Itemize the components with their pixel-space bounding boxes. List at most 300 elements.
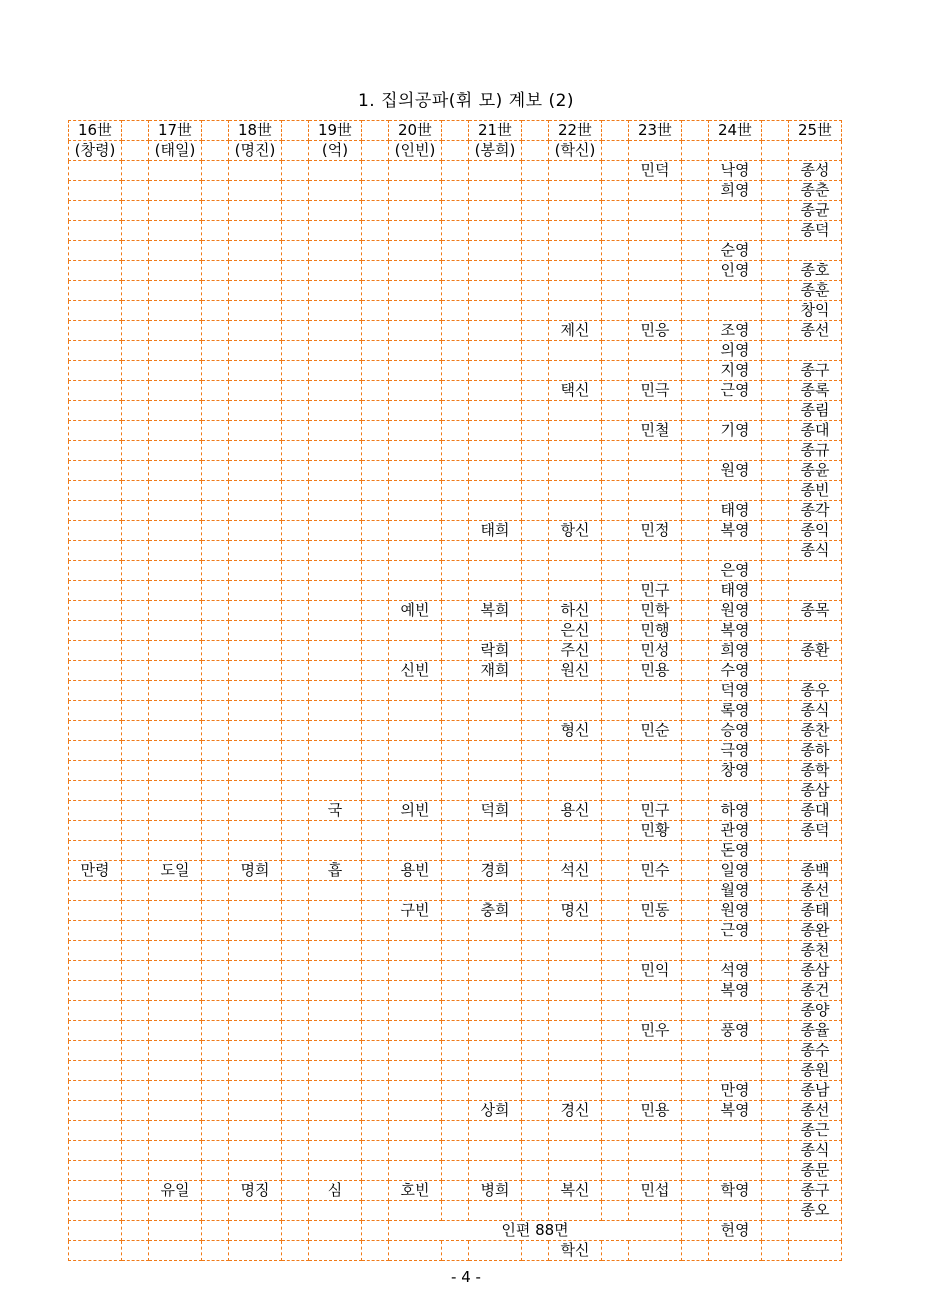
- name-cell: [229, 921, 282, 941]
- gap-cell: [122, 1061, 149, 1081]
- gap-cell: [282, 1081, 309, 1101]
- name-cell: [309, 161, 362, 181]
- name-cell: [309, 641, 362, 661]
- gap-cell: [762, 1041, 789, 1061]
- gap-cell: [122, 1161, 149, 1181]
- gap-cell: [602, 861, 629, 881]
- name-cell: 명신: [549, 901, 602, 921]
- gap-cell: [522, 1201, 549, 1221]
- name-cell: [69, 161, 122, 181]
- gap-cell: [522, 1241, 549, 1261]
- gap-cell: [122, 1101, 149, 1121]
- name-cell: 종각: [789, 501, 842, 521]
- name-cell: 락희: [469, 641, 522, 661]
- name-cell: 종식: [789, 701, 842, 721]
- ancestor-name-label: [709, 141, 762, 161]
- gap-cell: [442, 861, 469, 881]
- name-cell: [149, 461, 202, 481]
- gap-cell: [602, 801, 629, 821]
- gap-cell: [762, 361, 789, 381]
- name-cell: [309, 661, 362, 681]
- gap-cell: [122, 1181, 149, 1201]
- gap-cell: [282, 981, 309, 1001]
- gap-cell: [682, 401, 709, 421]
- gap-cell: [602, 121, 629, 141]
- gap-cell: [362, 701, 389, 721]
- gap-cell: [362, 621, 389, 641]
- gap-cell: [202, 941, 229, 961]
- name-cell: [549, 741, 602, 761]
- gap-cell: [202, 1021, 229, 1041]
- gap-cell: [282, 1181, 309, 1201]
- gap-cell: [202, 841, 229, 861]
- gap-cell: [682, 161, 709, 181]
- name-cell: [149, 781, 202, 801]
- name-cell: [709, 401, 762, 421]
- name-cell: 심: [309, 1181, 362, 1201]
- gap-cell: [602, 421, 629, 441]
- name-cell: [389, 221, 442, 241]
- gap-cell: [522, 641, 549, 661]
- gap-cell: [602, 461, 629, 481]
- gap-cell: [442, 1141, 469, 1161]
- name-cell: 의영: [709, 341, 762, 361]
- gap-cell: [282, 901, 309, 921]
- name-cell: [69, 1141, 122, 1161]
- name-cell: 재희: [469, 661, 522, 681]
- gap-cell: [682, 1001, 709, 1021]
- gap-cell: [362, 1041, 389, 1061]
- name-cell: [709, 1001, 762, 1021]
- name-cell: 태영: [709, 501, 762, 521]
- gap-cell: [202, 401, 229, 421]
- name-cell: [549, 921, 602, 941]
- gap-cell: [762, 701, 789, 721]
- gap-cell: [282, 641, 309, 661]
- name-cell: [389, 341, 442, 361]
- gap-cell: [522, 521, 549, 541]
- name-cell: [629, 1121, 682, 1141]
- gap-cell: [602, 181, 629, 201]
- gap-cell: [682, 121, 709, 141]
- name-cell: [309, 321, 362, 341]
- gap-cell: [122, 181, 149, 201]
- name-cell: [309, 901, 362, 921]
- gap-cell: [202, 421, 229, 441]
- table-row: [69, 641, 842, 661]
- name-cell: [389, 621, 442, 641]
- name-cell: [69, 1121, 122, 1141]
- name-cell: [229, 801, 282, 821]
- name-cell: [69, 761, 122, 781]
- name-cell: 종덕: [789, 221, 842, 241]
- gap-cell: [442, 1081, 469, 1101]
- gap-cell: [442, 361, 469, 381]
- gap-cell: [442, 901, 469, 921]
- table-row: [69, 281, 842, 301]
- gap-cell: [202, 481, 229, 501]
- gap-cell: [762, 441, 789, 461]
- gap-cell: [282, 1161, 309, 1181]
- name-cell: [149, 1081, 202, 1101]
- gap-cell: [682, 981, 709, 1001]
- gap-cell: [442, 421, 469, 441]
- gap-cell: [602, 1081, 629, 1101]
- gap-cell: [442, 1201, 469, 1221]
- name-cell: [309, 201, 362, 221]
- name-cell: [709, 221, 762, 241]
- gap-cell: [602, 741, 629, 761]
- gap-cell: [682, 661, 709, 681]
- name-cell: [469, 1081, 522, 1101]
- gap-cell: [362, 241, 389, 261]
- gap-cell: [122, 961, 149, 981]
- gap-cell: [682, 1221, 709, 1241]
- gap-cell: [522, 421, 549, 441]
- name-cell: [629, 441, 682, 461]
- gap-cell: [442, 161, 469, 181]
- name-cell: [69, 381, 122, 401]
- name-cell: [629, 361, 682, 381]
- name-cell: [69, 181, 122, 201]
- gap-cell: [122, 921, 149, 941]
- name-cell: [229, 581, 282, 601]
- gap-cell: [682, 1101, 709, 1121]
- gap-cell: [682, 1201, 709, 1221]
- name-cell: [549, 761, 602, 781]
- name-cell: 근영: [709, 381, 762, 401]
- gap-cell: [282, 1221, 309, 1241]
- name-cell: [549, 481, 602, 501]
- gap-cell: [122, 341, 149, 361]
- ancestor-name-label: [629, 141, 682, 161]
- name-cell: [389, 541, 442, 561]
- name-cell: [149, 1161, 202, 1181]
- gap-cell: [282, 481, 309, 501]
- name-cell: [229, 181, 282, 201]
- name-cell: [149, 901, 202, 921]
- gap-cell: [122, 261, 149, 281]
- gap-cell: [442, 681, 469, 701]
- gap-cell: [762, 841, 789, 861]
- table-row: [69, 181, 842, 201]
- name-cell: [69, 1221, 122, 1241]
- table-row: [69, 1181, 842, 1201]
- gap-cell: [602, 1121, 629, 1141]
- gap-cell: [682, 921, 709, 941]
- name-cell: [229, 1001, 282, 1021]
- gap-cell: [602, 721, 629, 741]
- name-cell: [69, 621, 122, 641]
- ancestor-name-label: (명진): [229, 141, 282, 161]
- gap-cell: [282, 361, 309, 381]
- name-cell: 명징: [229, 1181, 282, 1201]
- gap-cell: [202, 821, 229, 841]
- name-cell: [69, 821, 122, 841]
- gap-cell: [442, 441, 469, 461]
- name-cell: [469, 941, 522, 961]
- name-cell: [309, 361, 362, 381]
- name-cell: [149, 821, 202, 841]
- gap-cell: [762, 241, 789, 261]
- gap-cell: [122, 461, 149, 481]
- name-cell: 민순: [629, 721, 682, 741]
- gap-cell: [682, 741, 709, 761]
- name-cell: 종식: [789, 1141, 842, 1161]
- name-cell: [309, 601, 362, 621]
- gap-cell: [122, 901, 149, 921]
- gap-cell: [602, 381, 629, 401]
- gap-cell: [762, 1021, 789, 1041]
- name-cell: 창영: [709, 761, 762, 781]
- name-cell: [549, 581, 602, 601]
- name-cell: 수영: [709, 661, 762, 681]
- generation-label: 19世: [309, 121, 362, 141]
- gap-cell: [362, 601, 389, 621]
- gap-cell: [682, 781, 709, 801]
- gap-cell: [762, 1201, 789, 1221]
- name-cell: [69, 1061, 122, 1081]
- name-cell: [309, 441, 362, 461]
- table-row: [69, 1081, 842, 1101]
- name-cell: [389, 1101, 442, 1121]
- name-cell: [629, 881, 682, 901]
- name-cell: [69, 301, 122, 321]
- name-cell: 종근: [789, 1121, 842, 1141]
- name-cell: 제신: [549, 321, 602, 341]
- name-cell: [309, 1021, 362, 1041]
- gap-cell: [602, 221, 629, 241]
- gap-cell: [122, 641, 149, 661]
- gap-cell: [602, 1021, 629, 1041]
- genealogy-chart: [68, 120, 842, 1261]
- gap-cell: [762, 301, 789, 321]
- gap-cell: [522, 761, 549, 781]
- gap-cell: [522, 861, 549, 881]
- gap-cell: [362, 1221, 389, 1241]
- name-cell: [69, 461, 122, 481]
- gap-cell: [362, 161, 389, 181]
- gap-cell: [202, 501, 229, 521]
- name-cell: [549, 821, 602, 841]
- gap-cell: [522, 1181, 549, 1201]
- name-cell: [69, 421, 122, 441]
- name-cell: [229, 601, 282, 621]
- name-cell: 인영: [709, 261, 762, 281]
- name-cell: [789, 241, 842, 261]
- gap-cell: [682, 421, 709, 441]
- name-cell: [309, 581, 362, 601]
- name-cell: [469, 381, 522, 401]
- gap-cell: [522, 1041, 549, 1061]
- name-cell: [149, 601, 202, 621]
- gap-cell: [202, 1161, 229, 1181]
- gap-cell: [762, 141, 789, 161]
- name-cell: [389, 201, 442, 221]
- name-cell: [549, 161, 602, 181]
- generation-label: 22世: [549, 121, 602, 141]
- name-cell: [69, 221, 122, 241]
- gap-cell: [202, 461, 229, 481]
- name-cell: [149, 721, 202, 741]
- name-cell: [789, 621, 842, 641]
- gap-cell: [122, 821, 149, 841]
- name-cell: [149, 621, 202, 641]
- table-row: [69, 1061, 842, 1081]
- gap-cell: [762, 1121, 789, 1141]
- gap-cell: [202, 441, 229, 461]
- name-cell: 헌영: [709, 1221, 762, 1241]
- gap-cell: [522, 901, 549, 921]
- gap-cell: [282, 781, 309, 801]
- name-cell: 종환: [789, 641, 842, 661]
- name-cell: [389, 941, 442, 961]
- gap-cell: [442, 601, 469, 621]
- gap-cell: [282, 1121, 309, 1141]
- gap-cell: [282, 201, 309, 221]
- name-cell: [469, 981, 522, 1001]
- gap-cell: [762, 941, 789, 961]
- gap-cell: [682, 221, 709, 241]
- gap-cell: [282, 941, 309, 961]
- gap-cell: [202, 961, 229, 981]
- name-cell: [229, 1241, 282, 1261]
- gap-cell: [522, 561, 549, 581]
- name-cell: [229, 701, 282, 721]
- name-cell: [229, 541, 282, 561]
- name-cell: [69, 981, 122, 1001]
- name-cell: 구빈: [389, 901, 442, 921]
- name-cell: 원영: [709, 461, 762, 481]
- gap-cell: [362, 501, 389, 521]
- gap-cell: [362, 721, 389, 741]
- name-cell: [469, 181, 522, 201]
- name-cell: 택신: [549, 381, 602, 401]
- name-cell: 종규: [789, 441, 842, 461]
- name-cell: 종대: [789, 801, 842, 821]
- name-cell: [69, 281, 122, 301]
- name-cell: [389, 461, 442, 481]
- gap-cell: [762, 681, 789, 701]
- name-cell: 명희: [229, 861, 282, 881]
- name-cell: [69, 701, 122, 721]
- table-row: [69, 581, 842, 601]
- gap-cell: [762, 1081, 789, 1101]
- gap-cell: [362, 961, 389, 981]
- gap-cell: [682, 1021, 709, 1041]
- gap-cell: [762, 321, 789, 341]
- gap-cell: [362, 441, 389, 461]
- name-cell: [69, 661, 122, 681]
- name-cell: 순영: [709, 241, 762, 261]
- gap-cell: [522, 941, 549, 961]
- gap-cell: [202, 721, 229, 741]
- name-cell: [629, 501, 682, 521]
- gap-cell: [602, 261, 629, 281]
- name-cell: [229, 941, 282, 961]
- gap-cell: [602, 241, 629, 261]
- name-cell: [709, 781, 762, 801]
- gap-cell: [522, 741, 549, 761]
- gap-cell: [522, 361, 549, 381]
- gap-cell: [122, 441, 149, 461]
- name-cell: [229, 521, 282, 541]
- table-row: [69, 921, 842, 941]
- gap-cell: [202, 541, 229, 561]
- name-cell: [469, 741, 522, 761]
- gap-cell: [362, 781, 389, 801]
- table-row: [69, 381, 842, 401]
- name-cell: [149, 441, 202, 461]
- gap-cell: [122, 761, 149, 781]
- name-cell: [229, 321, 282, 341]
- name-cell: [389, 421, 442, 441]
- gap-cell: [282, 1201, 309, 1221]
- gap-cell: [282, 121, 309, 141]
- name-cell: [469, 1161, 522, 1181]
- name-cell: [549, 841, 602, 861]
- gap-cell: [602, 901, 629, 921]
- name-cell: [309, 1001, 362, 1021]
- gap-cell: [762, 641, 789, 661]
- name-cell: 주신: [549, 641, 602, 661]
- name-cell: [709, 301, 762, 321]
- gap-cell: [202, 301, 229, 321]
- name-cell: 민철: [629, 421, 682, 441]
- name-cell: [229, 641, 282, 661]
- name-cell: [389, 1121, 442, 1141]
- name-cell: [469, 401, 522, 421]
- name-cell: [69, 1161, 122, 1181]
- name-cell: [469, 581, 522, 601]
- reference-note: 인편 88면: [389, 1221, 682, 1241]
- gap-cell: [362, 221, 389, 241]
- name-cell: [149, 981, 202, 1001]
- name-cell: 민용: [629, 1101, 682, 1121]
- gap-cell: [762, 401, 789, 421]
- table-row: [69, 601, 842, 621]
- name-cell: [149, 1121, 202, 1141]
- name-cell: [709, 1241, 762, 1261]
- gap-cell: [682, 201, 709, 221]
- gap-cell: [202, 1061, 229, 1081]
- gap-cell: [602, 701, 629, 721]
- gap-cell: [122, 681, 149, 701]
- name-cell: 복영: [709, 981, 762, 1001]
- name-cell: 일영: [709, 861, 762, 881]
- name-cell: [229, 721, 282, 741]
- name-cell: 종양: [789, 1001, 842, 1021]
- gap-cell: [122, 661, 149, 681]
- gap-cell: [762, 881, 789, 901]
- name-cell: [229, 881, 282, 901]
- name-cell: 월영: [709, 881, 762, 901]
- page-number: - 4 -: [451, 1268, 481, 1286]
- name-cell: [469, 281, 522, 301]
- name-cell: [469, 1201, 522, 1221]
- name-cell: [309, 261, 362, 281]
- gap-cell: [682, 361, 709, 381]
- generation-label: 17世: [149, 121, 202, 141]
- table-row: [69, 441, 842, 461]
- name-cell: [149, 681, 202, 701]
- name-cell: [389, 241, 442, 261]
- gap-cell: [282, 521, 309, 541]
- gap-cell: [202, 261, 229, 281]
- name-cell: [389, 1161, 442, 1181]
- name-cell: [709, 1121, 762, 1141]
- name-cell: [469, 341, 522, 361]
